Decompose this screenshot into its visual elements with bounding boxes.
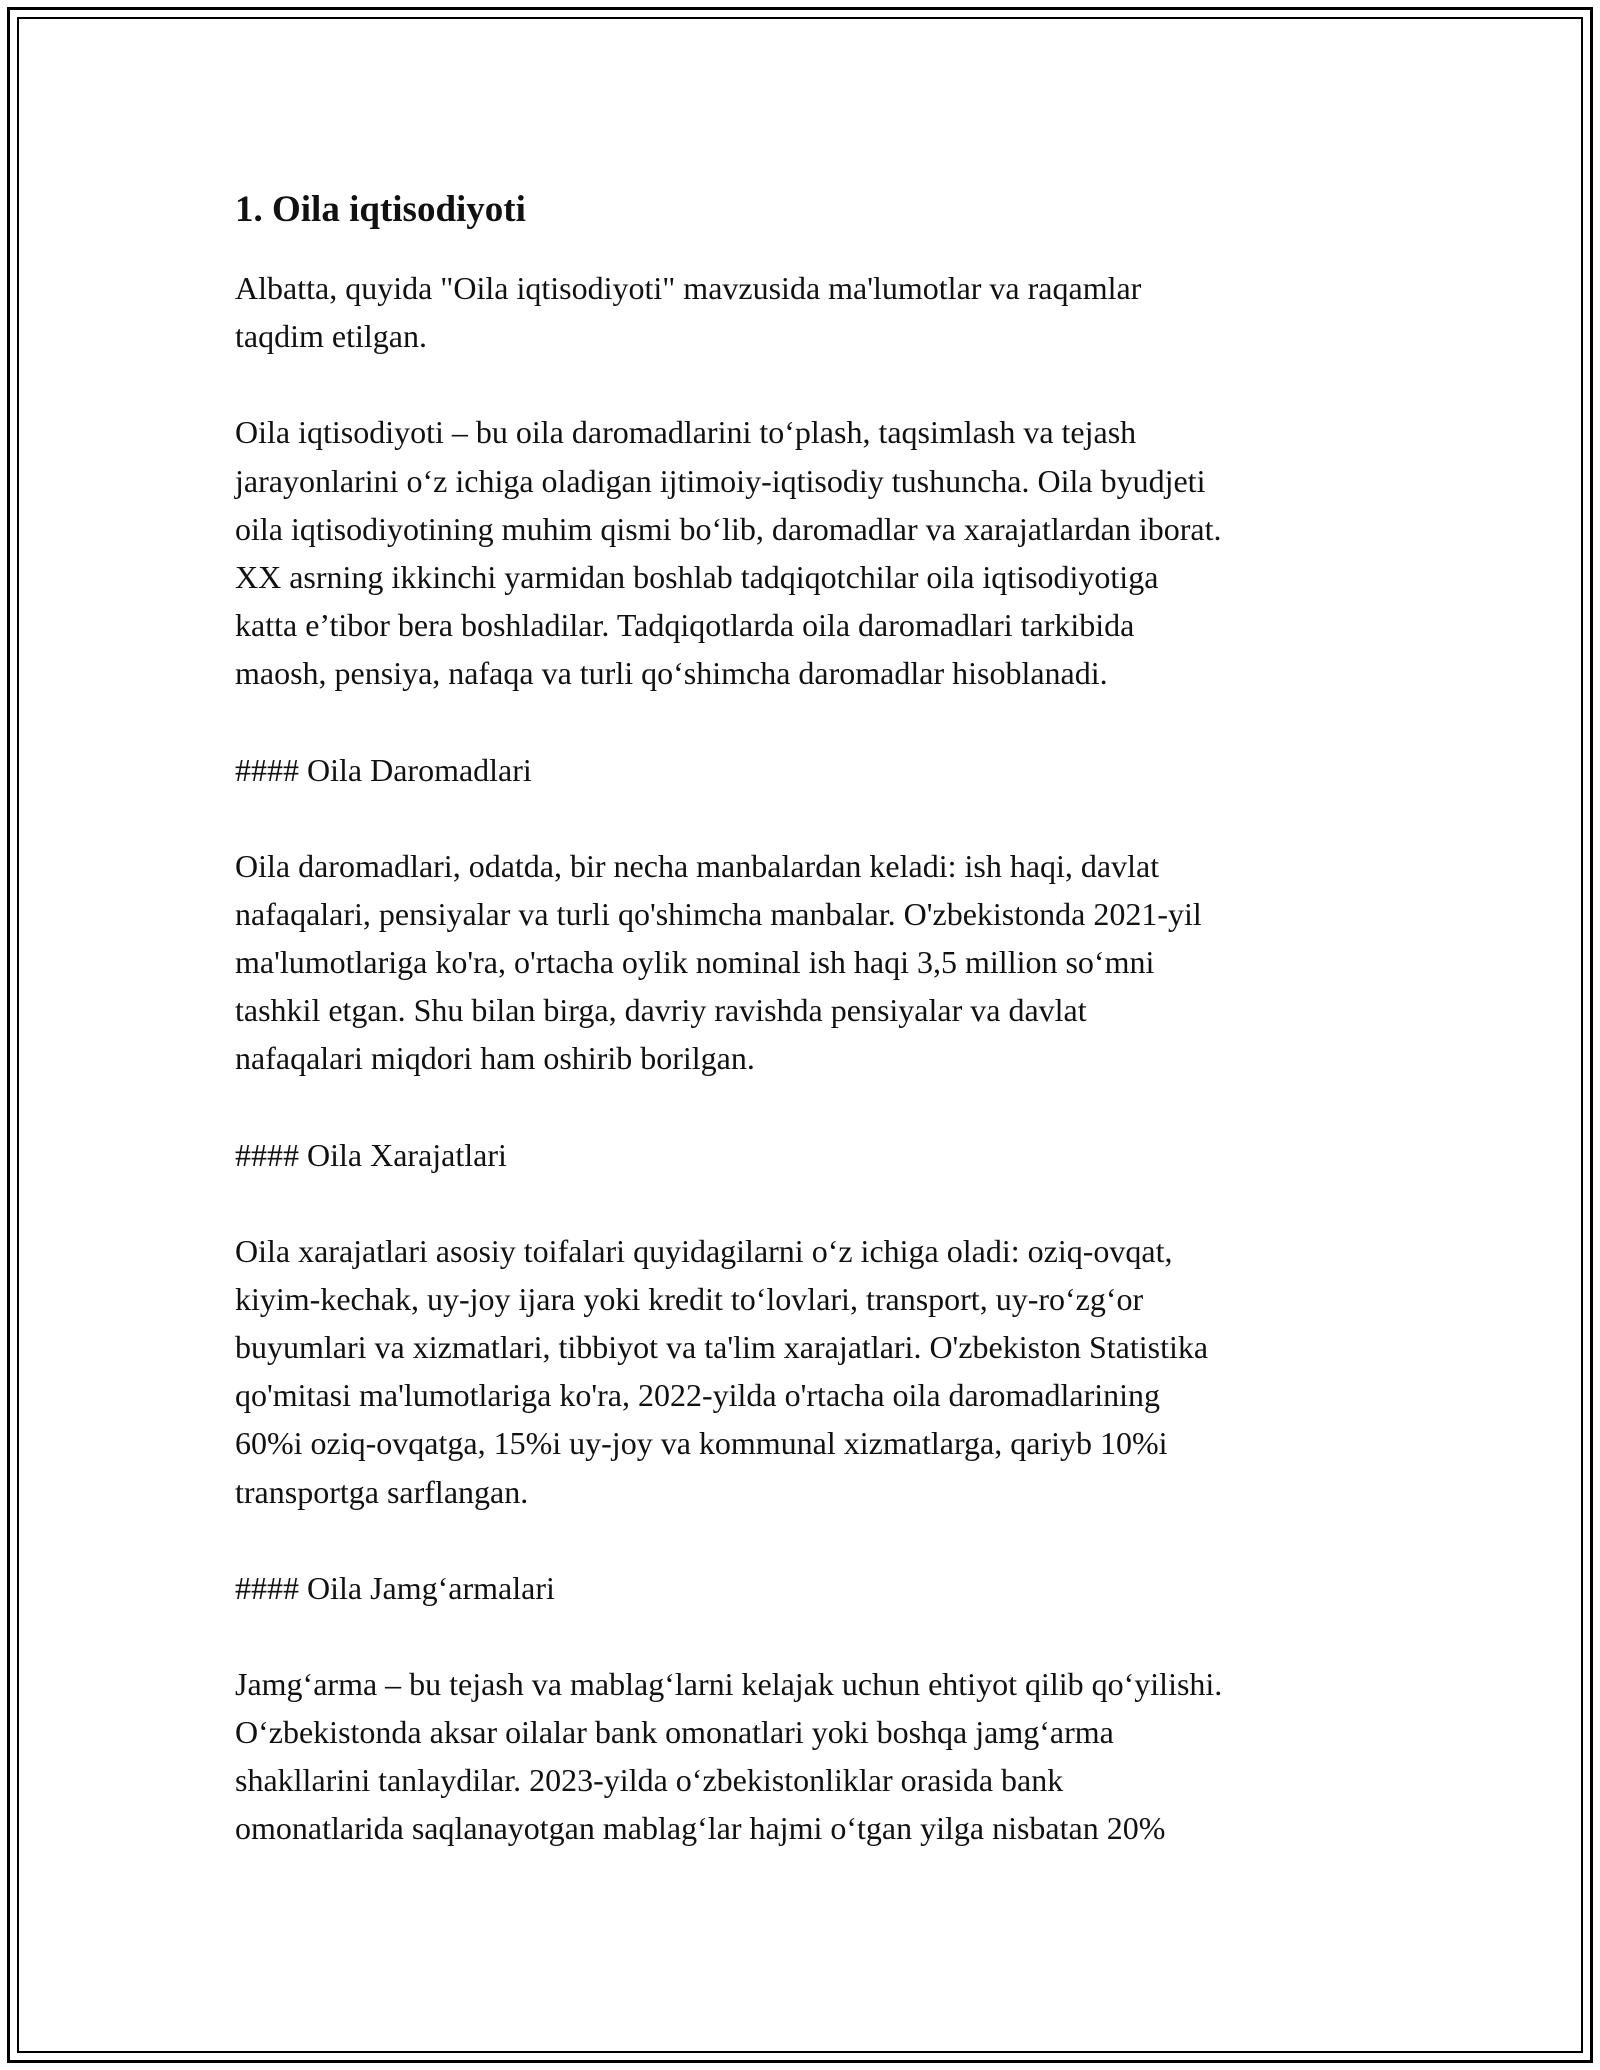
section-income-heading: #### Oila Daromadlari — [235, 751, 532, 788]
text-line: taqdim etilgan. — [235, 318, 427, 355]
text-line: nafaqalari miqdori ham oshirib borilgan. — [235, 1040, 755, 1077]
text-line: Oila iqtisodiyoti – bu oila daromadlarini to‘plash, taqsimlash va tejash — [235, 414, 1137, 451]
text-line: buyumlari va xizmatlari, tibbiyot va ta'lim xarajatlari. O'zbekiston Statistika — [235, 1329, 1209, 1366]
text-line: transportga sarflangan. — [235, 1473, 529, 1510]
text-line: kiyim-kechak, uy-joy ijara yoki kredit to‘lovlari, transport, uy-ro‘zg‘or — [235, 1280, 1144, 1317]
text-line: nafaqalari, pensiyalar va turli qo'shimcha manbalar. O'zbekistonda 2021-yil — [235, 895, 1202, 932]
text-line: Oila xarajatlari asosiy toifalari quyidagilarni o‘z ichiga oladi: oziq-ovqat, — [235, 1232, 1173, 1269]
text-line: katta e’tibor bera boshladilar. Tadqiqotlarda oila daromadlari tarkibida — [235, 607, 1135, 644]
section-income-paragraph — [235, 842, 1375, 1083]
text-line: XX asrning ikkinchi yarmidan boshlab tadqiqotchilar oila iqtisodiyotiga — [235, 559, 1159, 596]
text-line: Oila daromadlari, odatda, bir necha manbalardan keladi: ish haqi, davlat — [235, 847, 1160, 884]
text-line: O‘zbekistonda aksar oilalar bank omonatlari yoki boshqa jamg‘arma — [235, 1714, 1114, 1751]
text-line: shakllarini tanlaydilar. 2023-yilda o‘zbekistonliklar orasida bank — [235, 1762, 1064, 1799]
text-line: jarayonlarini o‘z ichiga oladigan ijtimoiy-iqtisodiy tushuncha. Oila byudjeti — [235, 462, 1206, 499]
document-body — [235, 186, 1375, 1901]
definition-paragraph — [235, 408, 1375, 697]
intro-paragraph — [235, 264, 1375, 360]
text-line: oila iqtisodiyotining muhim qismi bo‘lib, daromadlar va xarajatlardan iborat. — [235, 510, 1222, 547]
document-title: 1. Oila iqtisodiyoti — [235, 189, 526, 230]
text-line: 60%i oziq-ovqatga, 15%i uy-joy va kommunal xizmatlarga, qariyb 10%i — [235, 1425, 1168, 1462]
text-line: tashkil etgan. Shu bilan birga, davriy ravishda pensiyalar va davlat — [235, 992, 1087, 1029]
text-line: Jamg‘arma – bu tejash va mablag‘larni kelajak uchun ehtiyot qilib qo‘yilishi. — [235, 1665, 1223, 1702]
text-line: maosh, pensiya, nafaqa va turli qo‘shimcha daromadlar hisoblanadi. — [235, 655, 1108, 692]
text-line: qo'mitasi ma'lumotlariga ko'ra, 2022-yilda o'rtacha oila daromadlarining — [235, 1377, 1161, 1414]
text-line: Albatta, quyida "Oila iqtisodiyoti" mavzusida ma'lumotlar va raqamlar — [235, 270, 1142, 306]
section-savings-paragraph — [235, 1660, 1375, 1853]
section-savings-heading: #### Oila Jamg‘armalari — [235, 1569, 555, 1606]
text-line: omonatlarida saqlanayotgan mablag‘lar hajmi o‘tgan yilga nisbatan 20% — [235, 1810, 1166, 1847]
section-expenses-paragraph — [235, 1227, 1375, 1516]
section-expenses-heading: #### Oila Xarajatlari — [235, 1136, 507, 1173]
text-line: ma'lumotlariga ko'ra, o'rtacha oylik nominal ish haqi 3,5 million so‘mni — [235, 944, 1155, 981]
